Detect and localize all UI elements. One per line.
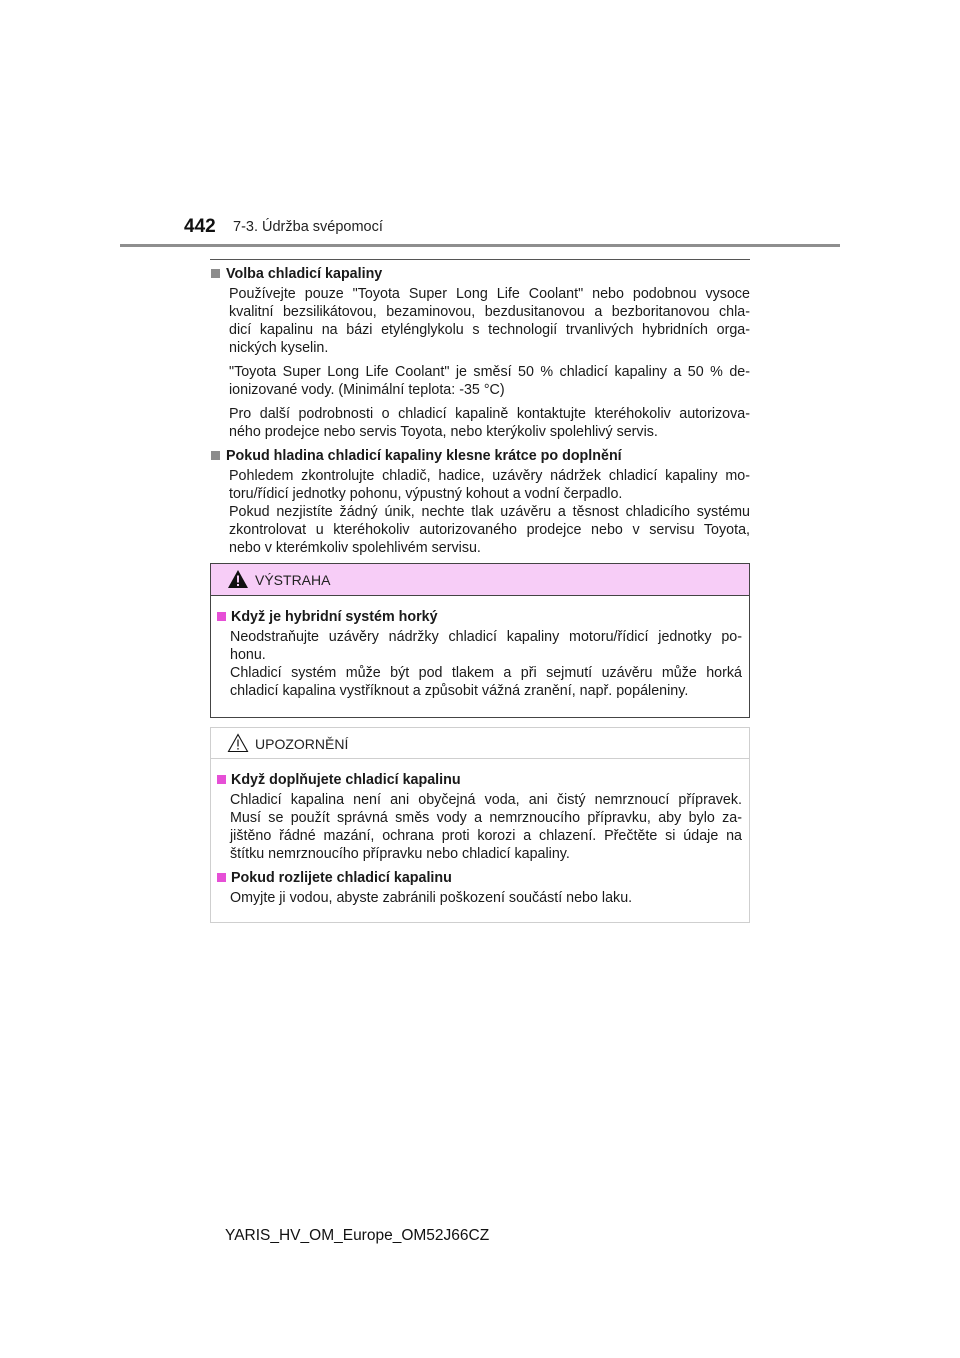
heading-text: Pokud rozlijete chladicí kapalinu: [231, 870, 452, 886]
document-code: YARIS_HV_OM_Europe_OM52J66CZ: [225, 1227, 490, 1244]
warning-title: VÝSTRAHA: [255, 572, 331, 588]
page-number: 442: [184, 216, 216, 237]
text-line: Musí se použít správná směs vody a nemrznoucího přípravku, aby bylo za-: [230, 810, 742, 826]
warning-heading: [217, 608, 742, 626]
square-bullet-icon: [217, 612, 226, 621]
caution-body: [211, 759, 749, 907]
text-line: dicí kapalinu na bázi etylénglykolu s technologií trvanlivých hybridních orga-: [229, 322, 750, 338]
text-line: Chladicí systém může být pod tlakem a při sejmutí uzávěru může horká: [230, 665, 742, 681]
warning-header: [211, 564, 749, 596]
warning-box: [210, 563, 750, 718]
text-line: jištěno řádné mazání, ochrana proti korozi a chlazení. Přečtěte si údaje na: [230, 828, 742, 844]
text-line: kvalitní bezsilikátovou, bezaminovou, bezdusitanovou a bezboritanovou chla-: [229, 304, 750, 320]
warning-body: [211, 596, 749, 700]
text-line: "Toyota Super Long Life Coolant" je směsí 50 % chladicí kapaliny a 50 % de-: [229, 364, 750, 380]
square-bullet-icon: [217, 873, 226, 882]
square-bullet-icon: [217, 775, 226, 784]
text-line: toru/řídicí jednotky pohonu, výpustný kohout a vodní čerpadlo.: [229, 486, 623, 502]
heading-text: Pokud hladina chladicí kapaliny klesne krátce po doplnění: [226, 448, 622, 464]
text-line: štítku nemrznoucího přípravku nebo chladicí kapaliny.: [230, 846, 570, 862]
text-line: chladicí kapalina vystříknout a způsobit vážná zranění, např. popáleniny.: [230, 683, 689, 699]
content-rule: [210, 259, 750, 260]
text-line: honu.: [230, 647, 266, 663]
paragraph: [229, 405, 750, 441]
square-bullet-icon: [211, 269, 220, 278]
caution-box: [210, 727, 750, 923]
text-line: nebo v kterémkoliv spolehlivém servisu.: [229, 540, 481, 556]
caution-heading-refill: [217, 771, 742, 789]
heading-text: Když je hybridní systém horký: [231, 609, 438, 625]
heading-text: Volba chladicí kapaliny: [226, 266, 383, 282]
text-line: nických kyselin.: [229, 340, 329, 356]
paragraph: [229, 363, 750, 399]
section-title: 7-3. Údržba svépomocí: [233, 219, 383, 235]
caution-heading-spill: [217, 869, 742, 887]
text-line: Neodstraňujte uzávěry nádržky chladicí kapaliny motoru/řídicí jednotky po-: [230, 629, 742, 645]
paragraph: [229, 285, 750, 357]
section-heading-coolant-drop: [210, 447, 750, 465]
caution-outline-triangle-icon: [227, 733, 249, 753]
caution-title: UPOZORNĚNÍ: [255, 736, 349, 752]
header-rule: [120, 244, 840, 247]
text-line: zkontrolovat u kteréhokoliv autorizovaného prodejce nebo v servisu Toyota,: [229, 522, 750, 538]
heading-text: Když doplňujete chladicí kapalinu: [231, 772, 461, 788]
warning-filled-triangle-icon: [227, 569, 249, 589]
text-line: Chladicí kapalina není ani obyčejná voda, ani čistý nemrznoucí přípravek.: [230, 792, 742, 808]
text-line: ionizované vody. (Minimální teplota: -35 °C): [229, 382, 505, 398]
text-line: Používejte pouze "Toyota Super Long Life Coolant" nebo podobnou vysoce: [229, 286, 750, 302]
caution-text: [230, 791, 742, 863]
paragraph: [229, 467, 750, 557]
section-heading-coolant-choice: [210, 265, 750, 283]
square-bullet-icon: [211, 451, 220, 460]
main-content: [210, 265, 750, 563]
text-line: Omyjte ji vodou, abyste zabránili poškození součástí nebo laku.: [230, 890, 633, 906]
text-line: Pokud nezjistíte žádný únik, nechte tlak uzávěru a těsnost chladicího systému: [229, 504, 750, 520]
text-line: Pohledem zkontrolujte chladič, hadice, uzávěry nádržek chladicí kapaliny mo-: [229, 468, 750, 484]
caution-text: [230, 889, 742, 907]
text-line: Pro další podrobnosti o chladicí kapalině kontaktujte kteréhokoliv autorizova-: [229, 406, 750, 422]
text-line: ného prodejce nebo servis Toyota, nebo kterýkoliv spolehlivý servis.: [229, 424, 658, 440]
warning-text: [230, 628, 742, 700]
caution-header: [211, 728, 749, 759]
